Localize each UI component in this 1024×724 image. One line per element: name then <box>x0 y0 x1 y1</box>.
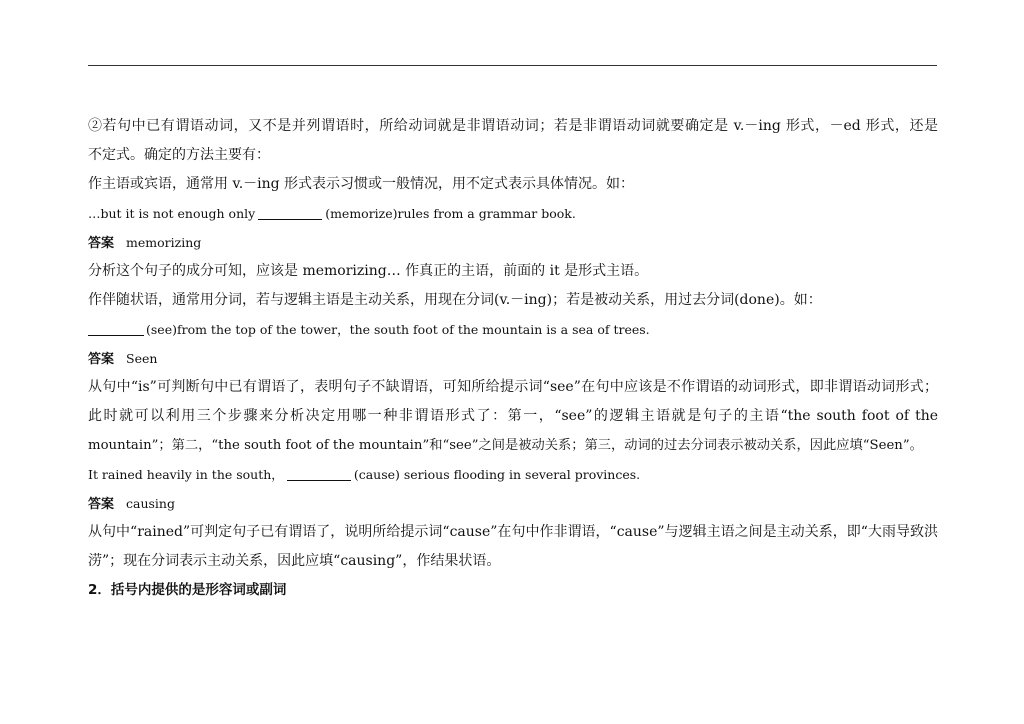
paragraph-line: 此时就可以利用三个步骤来分析决定用哪一种非谓语形式了：第一，“see”的逻辑主语就是句子的主语“the south foot of the <box>88 408 938 424</box>
example-sentence-2 <box>88 315 938 344</box>
answer-value: Seen <box>126 351 158 366</box>
fill-blank <box>287 466 351 481</box>
answer-line-3 <box>88 489 938 518</box>
fill-blank <box>88 321 144 336</box>
answer-value: memorizing <box>126 235 202 250</box>
paragraph-line: ②若句中已有谓语动词，又不是并列谓语时，所给动词就是非谓语动词；若是非谓语动词就要确定是 v.－ing 形式，－ed 形式，还是 <box>88 118 938 134</box>
paragraph-line: 涝”；现在分词表示主动关系，因此应填“causing”，作结果状语。 <box>88 553 501 569</box>
answer-value: causing <box>126 496 175 511</box>
example-sentence-3 <box>88 460 938 489</box>
paragraph-line: mountain”；第二，“the south foot of the mountain”和“see”之间是被动关系；第三，动词的过去分词表示被动关系，因此应填“Seen”。 <box>88 438 923 453</box>
answer-label: 答案 <box>88 352 115 367</box>
section-heading: 2．括号内提供的是形容词或副词 <box>88 582 287 598</box>
example-text: (see)from the top of the tower，the south foot of the mountain is a sea of trees. <box>146 322 650 337</box>
example-text: (memorize)rules from a grammar book. <box>325 206 576 221</box>
paragraph-line: 从句中“rained”可判定句子已有谓语了，说明所给提示词“cause”在句中作非谓语，“cause”与逻辑主语之间是主动关系，即“大雨导致洪 <box>88 524 938 540</box>
answer-label: 答案 <box>88 236 115 251</box>
header-rule <box>88 65 937 66</box>
answer-label: 答案 <box>88 497 115 512</box>
example-sentence-1 <box>88 199 938 228</box>
document-body <box>88 112 938 605</box>
paragraph-line: 不定式。确定的方法主要有： <box>88 147 270 163</box>
paragraph-line: 作主语或宾语，通常用 v.－ing 形式表示习惯或一般情况，用不定式表示具体情况。如： <box>88 176 635 192</box>
example-text: It rained heavily in the south， <box>88 467 284 482</box>
paragraph-line: 分析这个句子的成分可知，应该是 memorizing… 作真正的主语，前面的 it 是形式主语。 <box>88 263 649 279</box>
example-text: …but it is not enough only <box>88 206 256 221</box>
example-text: (cause) serious flooding in several provinces. <box>353 467 641 482</box>
answer-line-1 <box>88 228 938 257</box>
answer-line-2 <box>88 344 938 373</box>
paragraph-line: 作伴随状语，通常用分词，若与逻辑主语是主动关系，用现在分词(v.－ing)；若是被动关系，用过去分词(done)。如： <box>88 292 822 308</box>
paragraph-line: 从句中“is”可判断句中已有谓语了，表明句子不缺谓语，可知所给提示词“see”在句中应该是不作谓语的动词形式，即非谓语动词形式； <box>88 379 938 395</box>
fill-blank <box>258 205 322 220</box>
